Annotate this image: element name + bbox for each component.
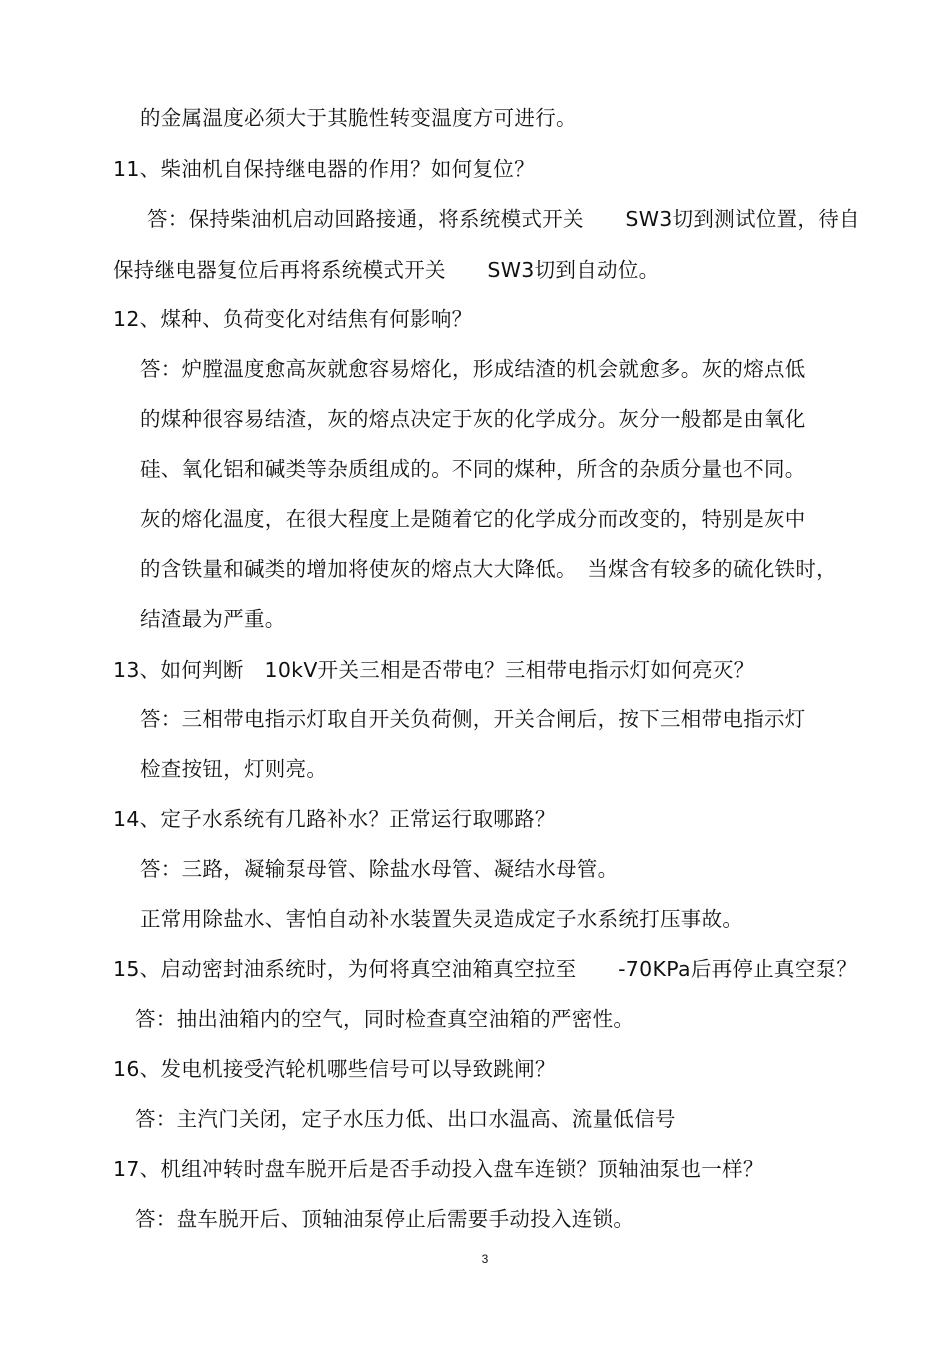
answer-line: 答：盘车脱开后、顶轴油泵停止后需要手动投入连锁。	[135, 1207, 635, 1231]
question-11: 11、柴油机自保持继电器的作用？如何复位？	[113, 157, 535, 181]
answer-line: 答：保持柴油机启动回路接通，将系统模式开关 SW3切到测试位置，待自	[147, 207, 860, 231]
answer-line: 结渣最为严重。	[140, 607, 286, 631]
answer-line: 的含铁量和碱类的增加将使灰的熔点大大降低。 当煤含有较多的硫化铁时，	[140, 557, 837, 581]
answer-line: 答：抽出油箱内的空气，同时检查真空油箱的严密性。	[135, 1007, 635, 1031]
question-17: 17、机组冲转时盘车脱开后是否手动投入盘车连锁？顶轴油泵也一样？	[113, 1157, 764, 1181]
answer-line: 的煤种很容易结渣，灰的熔点决定于灰的化学成分。灰分一般都是由氧化	[140, 407, 806, 431]
answer-line: 正常用除盐水、害怕自动补水装置失灵造成定子水系统打压事故。	[140, 907, 744, 931]
page-number: 3	[481, 1252, 489, 1266]
answer-line: 硅、氧化铝和碱类等杂质组成的。不同的煤种，所含的杂质分量也不同。	[140, 457, 806, 481]
question-16: 16、发电机接受汽轮机哪些信号可以导致跳闸？	[113, 1057, 556, 1081]
answer-line: 保持继电器复位后再将系统模式开关 SW3切到自动位。	[113, 258, 660, 282]
answer-line: 答：炉膛温度愈高灰就愈容易熔化，形成结渣的机会就愈多。灰的熔点低	[140, 357, 806, 381]
answer-line: 检查按钮，灯则亮。	[140, 757, 328, 781]
answer-line: 答：主汽门关闭，定子水压力低、出口水温高、流量低信号	[135, 1107, 676, 1131]
text-line: 的金属温度必须大于其脆性转变温度方可进行。	[140, 106, 577, 130]
answer-line: 答：三相带电指示灯取自开关负荷侧，开关合闸后，按下三相带电指示灯	[140, 707, 806, 731]
answer-line: 答：三路，凝输泵母管、除盐水母管、凝结水母管。	[140, 857, 619, 881]
question-12: 12、煤种、负荷变化对结焦有何影响？	[113, 307, 473, 331]
question-15: 15、启动密封油系统时，为何将真空油箱真空拉至 -70KPa后再停止真空泵？	[113, 957, 858, 981]
answer-line: 灰的熔化温度，在很大程度上是随着它的化学成分而改变的，特别是灰中	[140, 507, 806, 531]
question-13: 13、如何判断 10kV开关三相是否带电？三相带电指示灯如何亮灭？	[113, 658, 755, 682]
question-14: 14、定子水系统有几路补水？正常运行取哪路？	[113, 807, 556, 831]
